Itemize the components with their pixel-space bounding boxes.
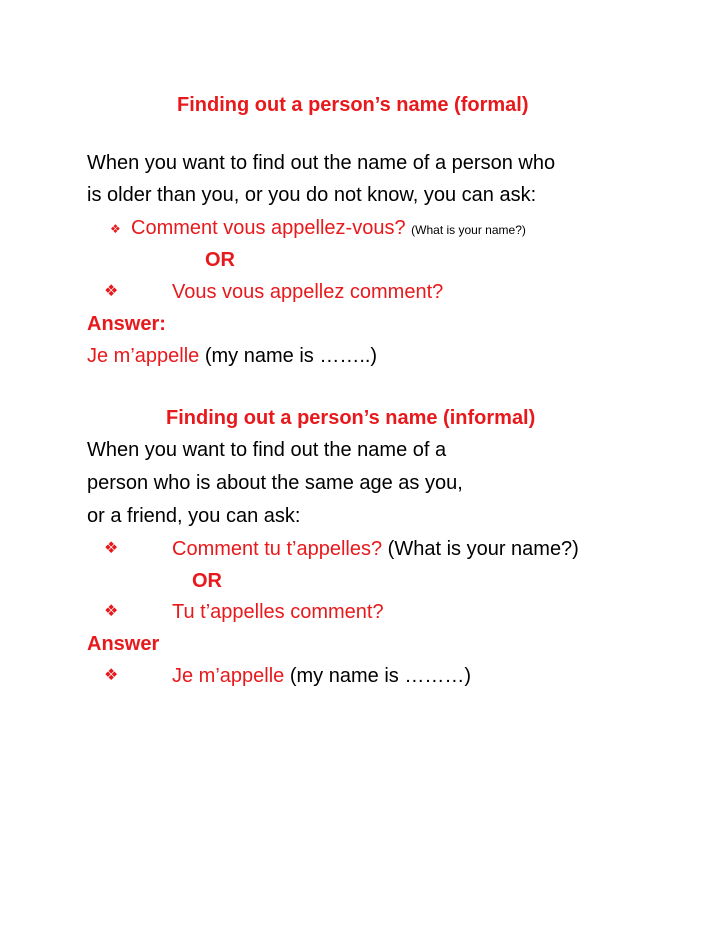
informal-intro-line3: or a friend, you can ask: <box>87 505 301 527</box>
informal-question-1 <box>172 535 579 563</box>
formal-answer-rest: (my name is ……..) <box>204 345 378 367</box>
formal-answer <box>87 342 377 370</box>
diamond-bullet-icon: ❖ <box>104 603 119 620</box>
informal-heading: Finding out a person’s name (informal) <box>166 407 536 429</box>
formal-intro-line2: is older than you, or you do not know, you can ask: <box>87 184 537 206</box>
diamond-bullet-icon: ❖ <box>104 667 119 684</box>
formal-q1-translation: (What is your name?) <box>411 223 526 237</box>
informal-answer-label: Answer <box>87 633 160 655</box>
informal-intro-line2: person who is about the same age as you, <box>87 472 463 494</box>
informal-answer-phrase: Je m’appelle <box>172 665 285 687</box>
formal-q1-text: Comment vous appellez-vous? <box>131 217 406 239</box>
informal-answer-rest: (my name is ………) <box>289 665 471 687</box>
informal-question-2: Tu t’appelles comment? <box>172 601 384 623</box>
formal-or: OR <box>205 249 235 271</box>
informal-or: OR <box>192 570 222 592</box>
informal-intro-line1: When you want to find out the name of a <box>87 439 447 461</box>
diamond-bullet-icon: ❖ <box>104 540 119 557</box>
diamond-bullet-icon: ❖ <box>110 222 121 236</box>
formal-question-1 <box>131 214 526 244</box>
informal-q1-translation: (What is your name?) <box>387 538 579 560</box>
informal-answer <box>172 662 471 690</box>
formal-question-2: Vous vous appellez comment? <box>172 281 444 303</box>
informal-q1-text: Comment tu t’appelles? <box>172 538 383 560</box>
formal-heading: Finding out a person’s name (formal) <box>177 94 529 116</box>
formal-intro-line1: When you want to find out the name of a person who <box>87 152 556 174</box>
diamond-bullet-icon: ❖ <box>104 283 119 300</box>
formal-answer-label: Answer: <box>87 313 166 335</box>
formal-answer-phrase: Je m’appelle <box>87 345 200 367</box>
